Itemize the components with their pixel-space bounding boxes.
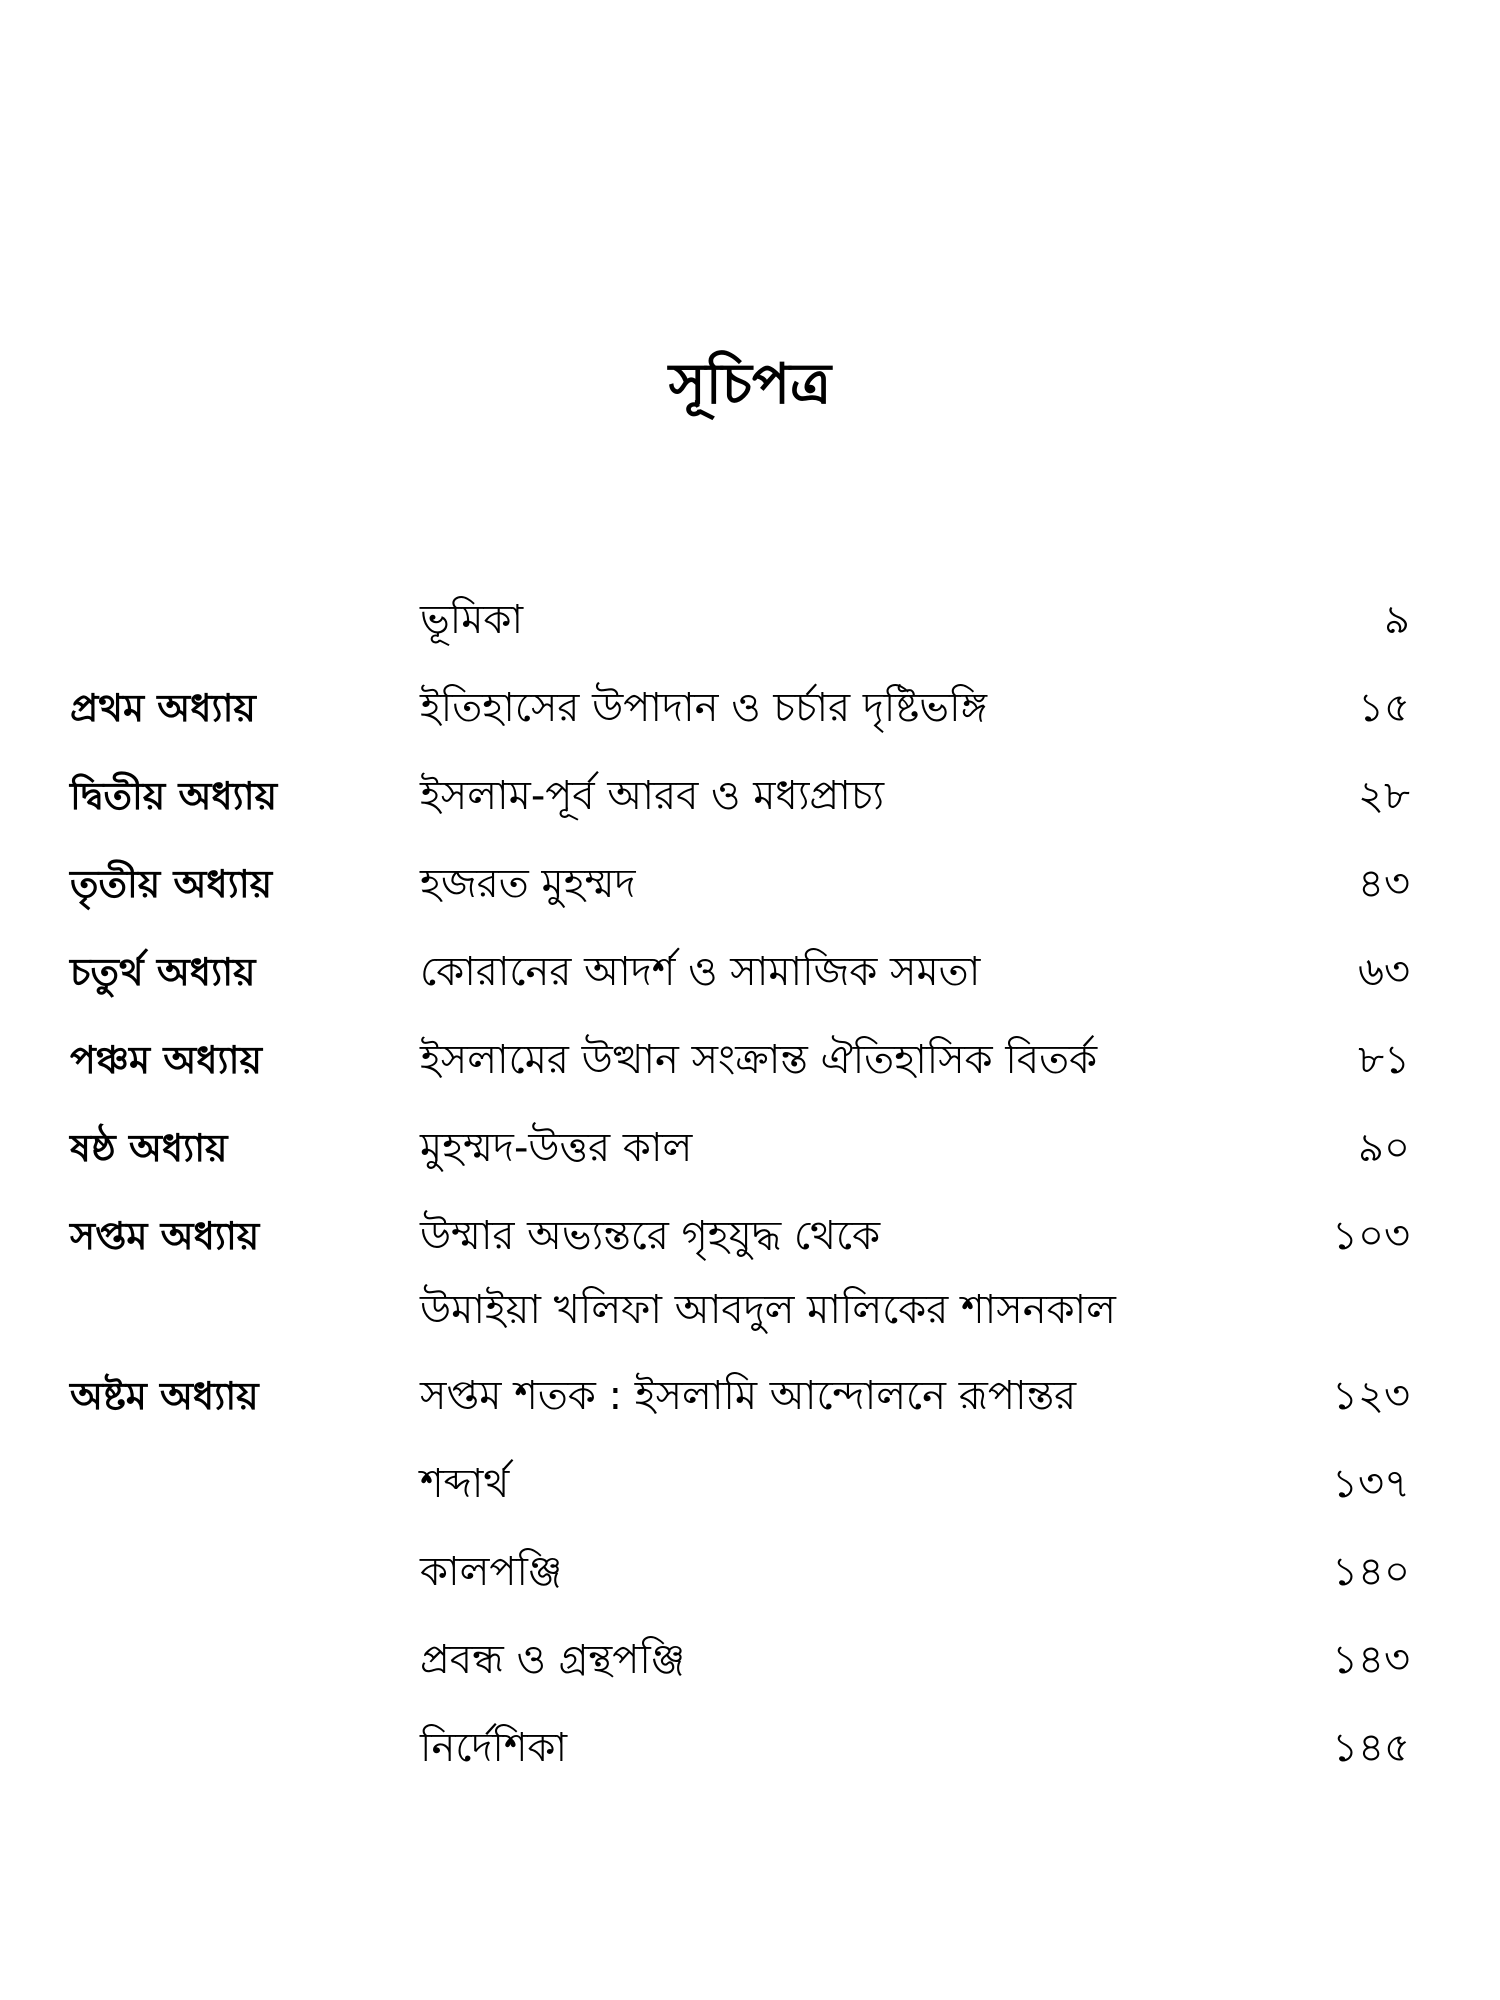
entry-title: মুহম্মদ-উত্তর কাল — [420, 1125, 693, 1171]
toc-row — [0, 1454, 1500, 1514]
chapter-label: দ্বিতীয় অধ্যায় — [70, 774, 278, 818]
page-number: ২৮ — [1358, 773, 1410, 819]
entry-title-line-1: উম্মার অভ্যন্তরে গৃহযুদ্ধ থেকে — [420, 1213, 881, 1259]
toc-row — [0, 1542, 1500, 1602]
chapter-label: প্রথম অধ্যায় — [70, 686, 256, 730]
toc-row — [0, 678, 1500, 738]
toc-row — [0, 1206, 1500, 1333]
entry-title: ইসলামের উত্থান সংক্রান্ত ঐতিহাসিক বিতর্ক — [420, 1037, 1098, 1083]
toc-row — [0, 766, 1500, 826]
page-number: ৯ — [1384, 597, 1410, 643]
entry-title: ইসলাম-পূর্ব আরব ও মধ্যপ্রাচ্য — [420, 773, 885, 819]
toc-row — [0, 1118, 1500, 1178]
page-number: ৮১ — [1358, 1037, 1410, 1083]
page-number: ১২৩ — [1332, 1373, 1410, 1419]
toc-row — [0, 854, 1500, 914]
page-number: ১৫ — [1358, 685, 1410, 731]
chapter-label: চতুর্থ অধ্যায় — [70, 950, 256, 994]
page-number: ৬৩ — [1357, 949, 1410, 995]
page-number: ১৩৭ — [1332, 1461, 1410, 1507]
toc-row — [0, 1030, 1500, 1090]
toc-row — [0, 1630, 1500, 1690]
entry-title: হজরত মুহম্মদ — [420, 861, 636, 907]
toc-row — [0, 1366, 1500, 1426]
entry-title: কালপঞ্জি — [420, 1549, 563, 1595]
entry-title — [420, 1206, 1116, 1340]
chapter-label: পঞ্চম অধ্যায় — [70, 1038, 262, 1082]
chapter-label: ষষ্ঠ অধ্যায় — [70, 1126, 228, 1170]
toc-row — [0, 1718, 1500, 1778]
page-number: ১৪৫ — [1332, 1725, 1410, 1771]
page-number: ৯০ — [1358, 1125, 1410, 1171]
chapter-label: সপ্তম অধ্যায় — [70, 1214, 260, 1258]
page-number: ১৪০ — [1332, 1549, 1410, 1595]
chapter-label: অষ্টম অধ্যায় — [70, 1374, 259, 1418]
entry-title: ইতিহাসের উপাদান ও চর্চার দৃষ্টিভঙ্গি — [420, 685, 988, 731]
entry-title: ভূমিকা — [420, 597, 524, 643]
toc-row — [0, 942, 1500, 1002]
entry-title-line-2: উমাইয়া খলিফা আবদুল মালিকের শাসনকাল — [420, 1287, 1116, 1333]
entry-title: প্রবন্ধ ও গ্রন্থপঞ্জি — [420, 1637, 686, 1683]
page-number: ১০৩ — [1332, 1213, 1410, 1259]
page-number: ৪৩ — [1358, 861, 1410, 907]
page-number: ১৪৩ — [1332, 1637, 1410, 1683]
entry-title: শব্দার্থ — [420, 1461, 510, 1507]
entry-title: কোরানের আদর্শ ও সামাজিক সমতা — [420, 949, 981, 995]
entry-title: নির্দেশিকা — [420, 1725, 568, 1771]
page-title: সূচিপত্র — [668, 352, 832, 417]
chapter-label: তৃতীয় অধ্যায় — [70, 862, 273, 906]
entry-title: সপ্তম শতক : ইসলামি আন্দোলনে রূপান্তর — [420, 1373, 1077, 1419]
toc-row — [0, 590, 1500, 650]
